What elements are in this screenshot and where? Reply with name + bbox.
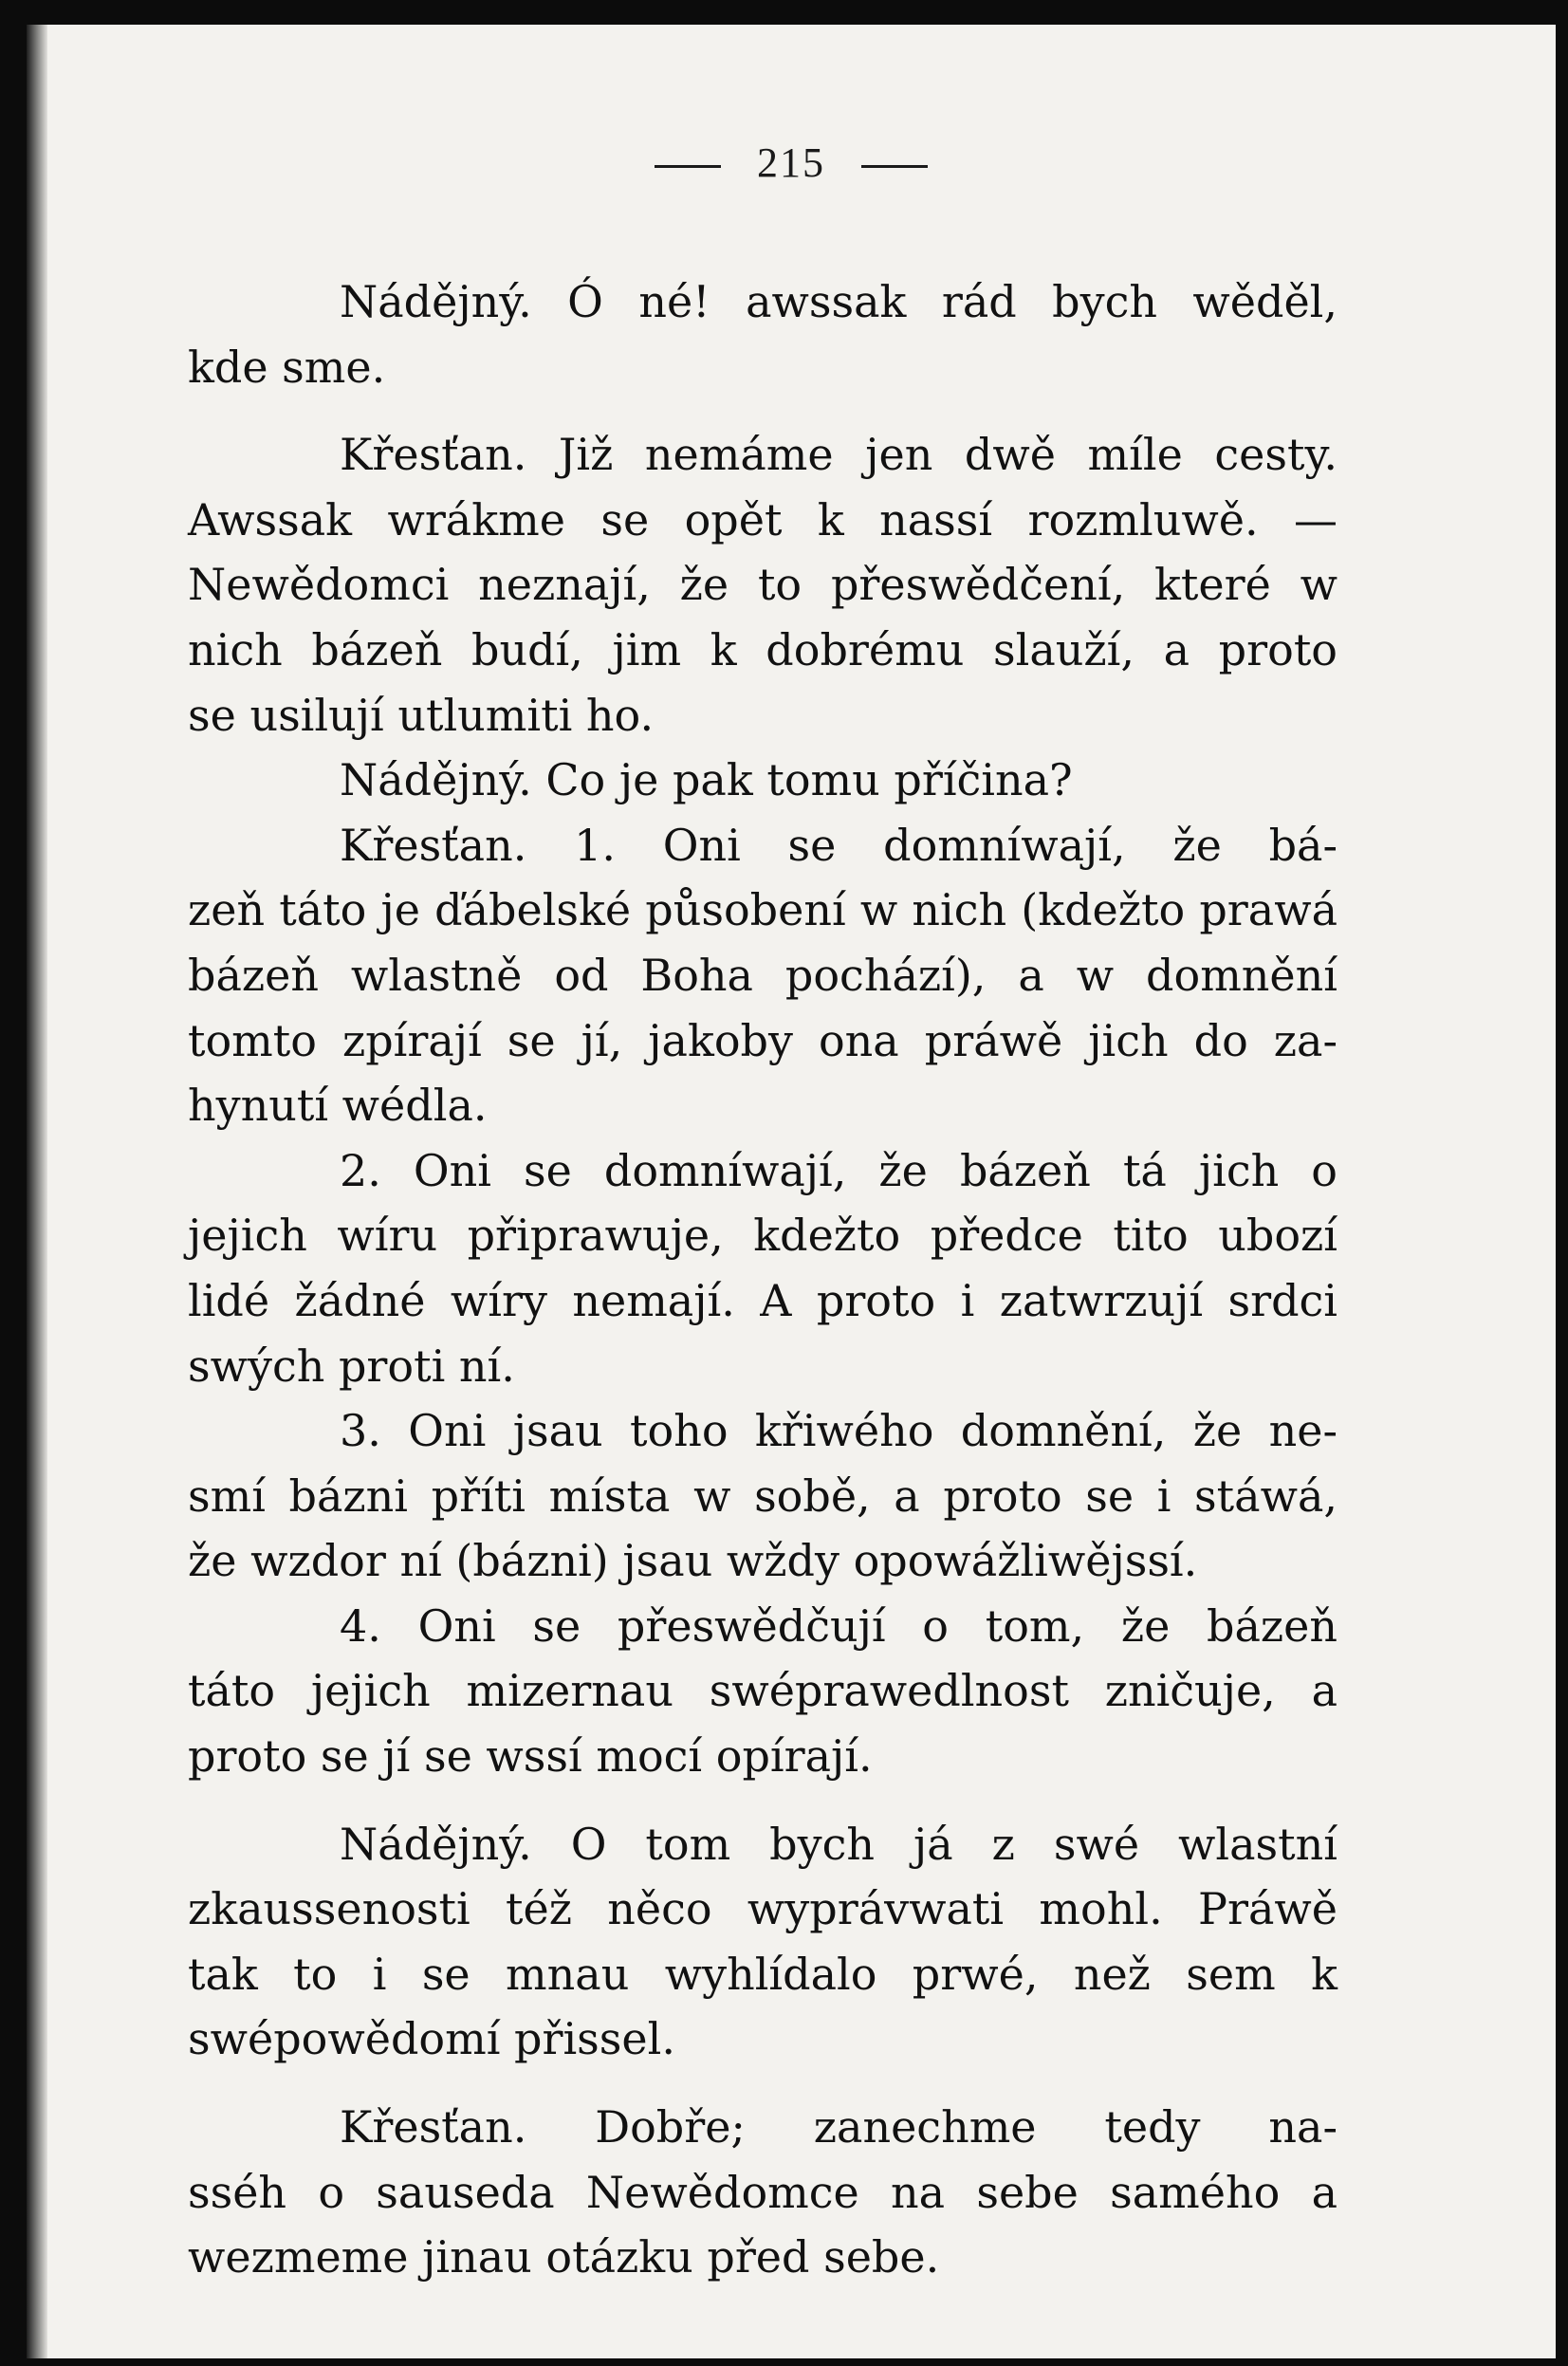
text-line: nich bázeň budí, jim k dobrému slauží, a proto: [188, 623, 1337, 675]
text-line: swépowědomí přissel.: [188, 2013, 675, 2065]
book-page: [27, 25, 1556, 2358]
text-line: zkaussenosti též něco wyprávwati mohl. Práwě: [188, 1883, 1337, 1935]
text-line: wezmeme jinau otázku před sebe.: [188, 2231, 940, 2283]
text-line: že wzdor ní (bázni) jsau wždy opowážliwějssí.: [188, 1535, 1198, 1587]
text-line: 3. Oni jsau toho křiwého domnění, že ne-: [340, 1405, 1337, 1457]
header-dash-left: [655, 165, 721, 168]
text-line: táto jejich mizernau swéprawedlnost zničuje, a: [188, 1665, 1337, 1717]
text-line: smí bázni příti místa w sobě, a proto se i stáwá,: [188, 1470, 1337, 1522]
text-line: tak to i se mnau wyhlídalo prwé, než sem k: [188, 1948, 1337, 2000]
header-dash-right: [861, 165, 928, 168]
page-edge-shadow: [27, 25, 47, 2358]
text-line: Křesťan. 1. Oni se domníwají, že bá-: [340, 819, 1337, 871]
text-line: lidé žádné wíry nemají. A proto i zatwrzují srdci: [188, 1274, 1337, 1326]
text-line: 2. Oni se domníwají, že bázeň tá jich o: [340, 1144, 1337, 1196]
text-line: Newědomci neznají, že to přeswědčení, které w: [188, 559, 1337, 611]
page-header: [27, 139, 1556, 187]
text-line: Nádějný. Ó né! awssak rád bych wěděl,: [340, 276, 1337, 327]
text-line: 4. Oni se přeswědčují o tom, že bázeň: [340, 1599, 1337, 1652]
text-line: Nádějný. O tom bych já z swé wlastní: [340, 1818, 1337, 1870]
text-line: se usilují utlumiti ho.: [188, 689, 655, 741]
text-line: swých proti ní.: [188, 1340, 515, 1392]
text-line: jejich wíru připrawuje, kdežto předce tito ubozí: [188, 1210, 1337, 1262]
body-text: [188, 269, 1337, 2290]
text-line: bázeň wlastně od Boha pochází), a w domnění: [188, 949, 1337, 1001]
page-number: 215: [757, 139, 825, 186]
text-line: Nádějný. Co je pak tomu příčina?: [340, 754, 1073, 806]
text-line: zeň táto je ďábelské působení w nich (kdežto prawá: [188, 884, 1337, 936]
text-line: Křesťan. Dobře; zanechme tedy na-: [340, 2101, 1337, 2153]
text-line: proto se jí se wssí mocí opírají.: [188, 1730, 873, 1783]
text-line: tomto zpírají se jí, jakoby ona práwě jich do za-: [188, 1014, 1337, 1066]
text-line: Awssak wrákme se opět k nassí rozmluwě. —: [188, 493, 1337, 545]
text-line: hynutí wédla.: [188, 1080, 488, 1132]
text-line: sséh o sauseda Newědomce na sebe samého a: [188, 2166, 1337, 2218]
text-line: Křesťan. Již nemáme jen dwě míle cesty.: [340, 429, 1337, 481]
text-line: kde sme.: [188, 341, 386, 393]
